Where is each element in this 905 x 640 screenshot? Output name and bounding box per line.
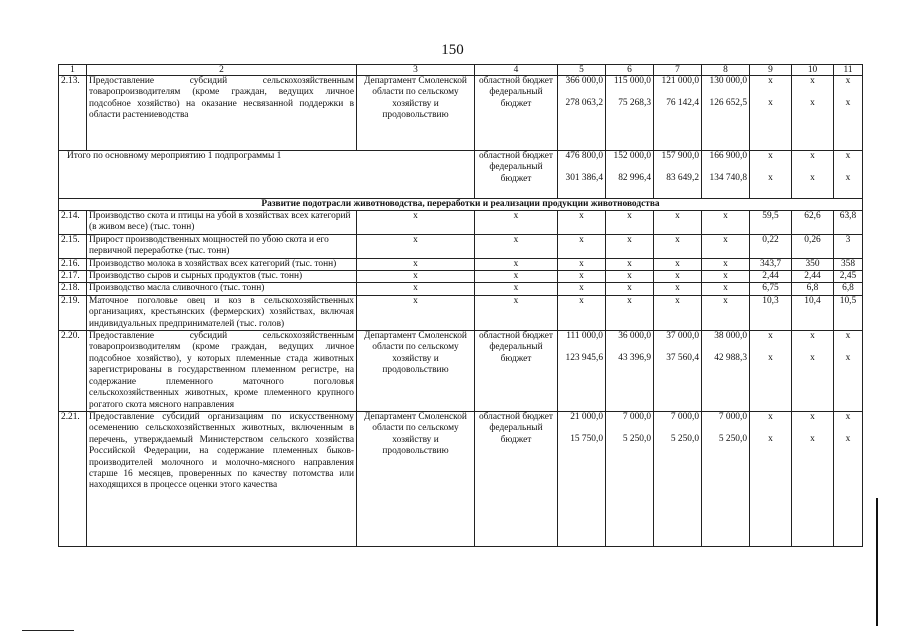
row-number: 2.13. <box>59 76 87 151</box>
value-col5: 111 000,0 123 945,6 <box>558 331 606 412</box>
cell: х <box>475 271 558 283</box>
row-executor: Департамент Смоленской области по сельскому хозяйству и продовольствию <box>357 411 475 546</box>
column-header: 5 <box>558 65 606 76</box>
row-description: Предоставление субсидий сельскохозяйственным товаропроизводителям (кроме граждан, ведущих личное подсобное хозяйство) на оказание несвязанной поддержки в области растениеводства <box>87 76 357 151</box>
row-executor: Департамент Смоленской области по сельскому хозяйству и продовольствию <box>357 331 475 412</box>
cell: х <box>702 234 750 258</box>
cell: 2,44 <box>750 271 792 283</box>
column-number-row <box>59 65 863 76</box>
cell: х <box>654 271 702 283</box>
cell: х <box>702 283 750 295</box>
value-col11: х х <box>834 331 863 412</box>
source-regional: областной бюджет <box>478 411 554 422</box>
value-col10: х х <box>792 331 834 412</box>
row-description: Маточное поголовье овец и коз в сельскохозяйственных организациях, крестьянских (фермерских) хозяйствах, включая индивидуальных предпринимателей (тыс. голов) <box>87 295 357 330</box>
column-header: 8 <box>702 65 750 76</box>
column-header: 9 <box>750 65 792 76</box>
row-number: 2.15. <box>59 234 87 258</box>
section-title: Развитие подотрасли животноводства, переработки и реализации продукции животноводства <box>59 199 863 211</box>
row-description: Предоставление субсидий организациям по искусственному осеменению сельскохозяйственных животных, включенным в перечень, утверждаемый Министерством сельского хозяйства Российской Федерации, на содержание племенных быков-производителей молочного и молочно-мясного направления старше 16 месяцев, проверенных по качеству потомства или находящихся в процессе оценки этого качества <box>87 411 357 546</box>
funding-source <box>475 411 558 546</box>
value-col5: 476 800,0 301 386,4 <box>558 151 606 199</box>
cell: х <box>654 211 702 235</box>
column-header: 6 <box>606 65 654 76</box>
funding-source <box>475 331 558 412</box>
cell: х <box>606 211 654 235</box>
value-col5: 21 000,0 15 750,0 <box>558 411 606 546</box>
cell: 343,7 <box>750 258 792 270</box>
cell: 10,5 <box>834 295 863 330</box>
value-col6: 36 000,0 43 396,9 <box>606 331 654 412</box>
table-row <box>59 258 863 270</box>
row-number: 2.18. <box>59 283 87 295</box>
row-description: Производство масла сливочного (тыс. тонн) <box>87 283 357 295</box>
row-description: Прирост производственных мощностей по убою скота и его первичной переработке (тыс. тонн) <box>87 234 357 258</box>
total-label: Итого по основному мероприятию 1 подпрограммы 1 <box>59 151 475 199</box>
value-col6: 7 000,0 5 250,0 <box>606 411 654 546</box>
source-federal: федеральный бюджет <box>489 342 543 364</box>
cell: 62,6 <box>792 211 834 235</box>
source-regional: областной бюджет <box>478 151 554 161</box>
row-number: 2.14. <box>59 211 87 235</box>
cell: 2,45 <box>834 271 863 283</box>
table-row <box>59 271 863 283</box>
column-header: 1 <box>59 65 87 76</box>
source-federal: федеральный бюджет <box>489 162 543 184</box>
cell: 0,26 <box>792 234 834 258</box>
source-federal: федеральный бюджет <box>489 87 543 109</box>
cell: х <box>357 271 475 283</box>
scan-edge-mark <box>876 498 878 626</box>
cell: 10,3 <box>750 295 792 330</box>
cell: 63,8 <box>834 211 863 235</box>
cell: 59,5 <box>750 211 792 235</box>
page-number: 150 <box>441 42 464 58</box>
value-col8: 166 900,0 134 740,8 <box>702 151 750 199</box>
cell: 2,44 <box>792 271 834 283</box>
column-header: 2 <box>87 65 357 76</box>
table-row <box>59 211 863 235</box>
row-description: Производство молока в хозяйствах всех категорий (тыс. тонн) <box>87 258 357 270</box>
source-regional: областной бюджет <box>478 331 554 342</box>
value-col6: 152 000,0 82 996,4 <box>606 151 654 199</box>
value-col8: 130 000,0 126 652,5 <box>702 76 750 151</box>
row-description: Предоставление субсидий сельскохозяйственным товаропроизводителям (кроме граждан, ведущих личное подсобное хозяйство), у которых племенные стада животных зарегистрированы в государственном племенном регистре, на содержание племенного маточного поголовья сельскохозяйственных животных, кроме племенного крупного рогатого скота мясного направления <box>87 331 357 412</box>
cell: х <box>654 295 702 330</box>
value-col11: х х <box>834 411 863 546</box>
cell: х <box>606 295 654 330</box>
row-number: 2.17. <box>59 271 87 283</box>
value-col9: х х <box>750 331 792 412</box>
value-col10: х х <box>792 76 834 151</box>
row-executor: Департамент Смоленской области по сельскому хозяйству и продовольствию <box>357 76 475 151</box>
value-col8: 7 000,0 5 250,0 <box>702 411 750 546</box>
section-header-row <box>59 199 863 211</box>
cell: х <box>558 295 606 330</box>
source-federal: федеральный бюджет <box>489 423 543 445</box>
cell: х <box>558 258 606 270</box>
value-col10: х х <box>792 411 834 546</box>
cell: 358 <box>834 258 863 270</box>
cell: х <box>558 271 606 283</box>
cell: 3 <box>834 234 863 258</box>
value-col9: х х <box>750 151 792 199</box>
cell: 350 <box>792 258 834 270</box>
value-col6: 115 000,0 75 268,3 <box>606 76 654 151</box>
cell: х <box>606 283 654 295</box>
cell: 10,4 <box>792 295 834 330</box>
value-col5: 366 000,0 278 063,2 <box>558 76 606 151</box>
value-col7: 37 000,0 37 560,4 <box>654 331 702 412</box>
cell: х <box>702 295 750 330</box>
row-number: 2.20. <box>59 331 87 412</box>
cell: х <box>357 295 475 330</box>
funding-source <box>475 76 558 151</box>
value-col10: х х <box>792 151 834 199</box>
cell: х <box>702 211 750 235</box>
row-number: 2.16. <box>59 258 87 270</box>
cell: х <box>654 234 702 258</box>
cell: х <box>357 234 475 258</box>
column-header: 3 <box>357 65 475 76</box>
value-col7: 7 000,0 5 250,0 <box>654 411 702 546</box>
cell: х <box>702 258 750 270</box>
value-col7: 157 900,0 83 649,2 <box>654 151 702 199</box>
value-col11: х х <box>834 151 863 199</box>
cell: х <box>475 295 558 330</box>
column-header: 10 <box>792 65 834 76</box>
table-row <box>59 331 863 412</box>
cell: х <box>475 211 558 235</box>
source-regional: областной бюджет <box>478 76 554 86</box>
table-row <box>59 234 863 258</box>
value-col9: х х <box>750 76 792 151</box>
cell: 6,75 <box>750 283 792 295</box>
cell: х <box>654 258 702 270</box>
funding-source <box>475 151 558 199</box>
row-description: Производство скота и птицы на убой в хозяйствах всех категорий (в живом весе) (тыс. тонн) <box>87 211 357 235</box>
cell: х <box>357 258 475 270</box>
total-row <box>59 151 863 199</box>
cell: х <box>475 234 558 258</box>
table-row <box>59 411 863 546</box>
value-col8: 38 000,0 42 988,3 <box>702 331 750 412</box>
program-table <box>58 64 863 547</box>
cell: х <box>606 271 654 283</box>
row-description: Производство сыров и сырных продуктов (тыс. тонн) <box>87 271 357 283</box>
table-row <box>59 283 863 295</box>
cell: х <box>606 234 654 258</box>
table-row <box>59 76 863 151</box>
cell: х <box>606 258 654 270</box>
value-col9: х х <box>750 411 792 546</box>
cell: х <box>475 258 558 270</box>
cell: х <box>357 283 475 295</box>
value-col11: х х <box>834 76 863 151</box>
cell: х <box>558 234 606 258</box>
row-number: 2.19. <box>59 295 87 330</box>
cell: 0,22 <box>750 234 792 258</box>
table-row <box>59 295 863 330</box>
value-col7: 121 000,0 76 142,4 <box>654 76 702 151</box>
cell: 6,8 <box>792 283 834 295</box>
cell: х <box>475 283 558 295</box>
cell: х <box>558 211 606 235</box>
footnote-rule <box>22 630 74 631</box>
column-header: 4 <box>475 65 558 76</box>
row-number: 2.21. <box>59 411 87 546</box>
cell: х <box>654 283 702 295</box>
cell: 6,8 <box>834 283 863 295</box>
cell: х <box>702 271 750 283</box>
column-header: 7 <box>654 65 702 76</box>
cell: х <box>558 283 606 295</box>
cell: х <box>357 211 475 235</box>
column-header: 11 <box>834 65 863 76</box>
